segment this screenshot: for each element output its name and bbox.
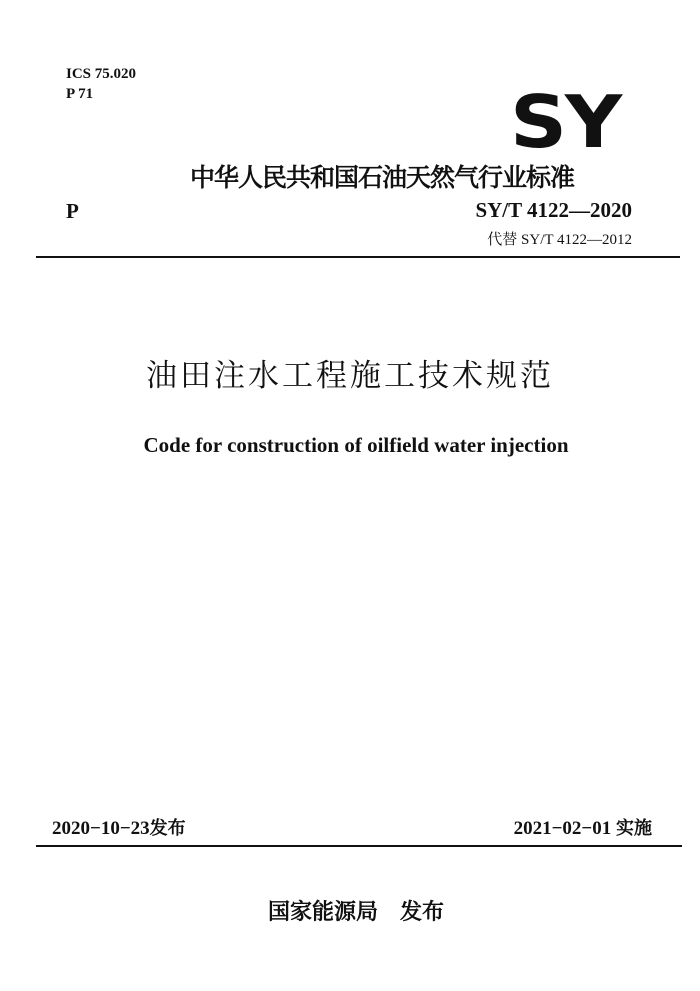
publish-label: 发布 (400, 900, 445, 925)
replaces-standard: 代替 SY/T 4122—2012 (487, 232, 632, 248)
ccs-code: P 71 (66, 86, 94, 102)
issue-date-line (52, 814, 186, 840)
title-english: Code for construction of oilfield water injection (143, 433, 569, 457)
implementation-date-line (514, 814, 652, 840)
classification-codes (66, 64, 136, 104)
implementation-date: 2021−02−01 (513, 818, 612, 839)
issue-label: 发布 (149, 818, 186, 839)
ics-code: ICS 75.020 (66, 66, 137, 82)
implementation-label: 实施 (616, 818, 652, 839)
publisher-name: 国家能源局 (267, 900, 378, 925)
title-chinese: 油田注水工程施工技术规范 (146, 358, 554, 394)
bottom-divider (36, 845, 682, 847)
issuer-title: 中华人民共和国石油天然气行业标准 (190, 163, 575, 192)
classification-letter: P (66, 199, 79, 223)
publisher-line (0, 895, 700, 926)
standard-number: SY/T 4122—2020 (475, 198, 632, 222)
sy-logo: SY (510, 80, 620, 164)
issue-date: 2020−10−23 (52, 818, 150, 839)
top-divider (36, 256, 680, 258)
